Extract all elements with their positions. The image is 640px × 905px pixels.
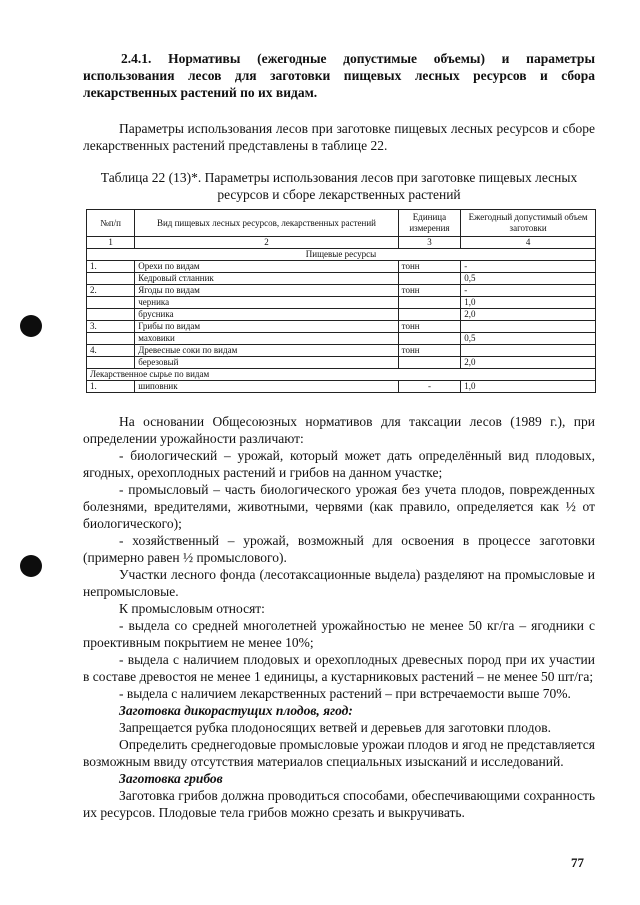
- cell-number: 1.: [87, 381, 135, 393]
- cell-resource: брусника: [135, 309, 398, 321]
- cell-number: [87, 273, 135, 285]
- cell-volume: 1,0: [461, 381, 596, 393]
- paragraph: - выдела с наличием лекарственных растений – при встречаемости выше 70%.: [119, 686, 571, 701]
- cell-volume: [461, 321, 596, 333]
- page-content: [83, 50, 595, 821]
- cell-volume: [461, 345, 596, 357]
- table-caption: Таблица 22 (13)*. Параметры использования лесов при заготовке пищевых лесных ресурсов и сборе лекарственных растений: [100, 170, 578, 202]
- cell-number: 2.: [87, 285, 135, 297]
- cell-volume: 1,0: [461, 297, 596, 309]
- table-header-row: [87, 210, 596, 237]
- cell-volume: 0,5: [461, 333, 596, 345]
- cell-number: [87, 309, 135, 321]
- cell-resource: Древесные соки по видам: [135, 345, 398, 357]
- paragraph: - выдела с наличием плодовых и орехоплодных древесных пород при их участии в составе древостоя не менее 1 единицы, а кустарниковых растений – не менее 50 шт/га;: [83, 652, 595, 684]
- cell-volume: 2,0: [461, 357, 596, 369]
- cell-resource: маховики: [135, 333, 398, 345]
- cell-resource: Ягоды по видам: [135, 285, 398, 297]
- cell-unit: [398, 357, 461, 369]
- col-number-2: 2: [135, 237, 398, 249]
- paragraph: Участки лесного фонда (лесотаксационные выдела) разделяют на промысловые и непромысловые.: [83, 567, 595, 599]
- cell-number: 3.: [87, 321, 135, 333]
- table-row: [87, 357, 596, 369]
- cell-number: [87, 297, 135, 309]
- col-number-1: 1: [87, 237, 135, 249]
- cell-unit: [398, 309, 461, 321]
- section-heading: 2.4.1. Нормативы (ежегодные допустимые объемы) и параметры использования лесов для заготовки пищевых лесных ресурсов и сбора лекарственных растений по их видам.: [83, 51, 595, 100]
- table-section-row: [87, 249, 596, 261]
- col-number-4: 4: [461, 237, 596, 249]
- header-unit: Единица измерения: [398, 210, 461, 237]
- table-section-row: [87, 369, 596, 381]
- header-number: №п/п: [87, 210, 135, 237]
- cell-resource: шиповник: [135, 381, 398, 393]
- cell-unit: [398, 333, 461, 345]
- section-medicinal-resources: Лекарственное сырье по видам: [87, 369, 596, 381]
- cell-number: 4.: [87, 345, 135, 357]
- intro-paragraph: Параметры использования лесов при заготовке пищевых лесных ресурсов и сборе лекарственных растений представлены в таблице 22.: [83, 121, 595, 153]
- paragraph: Заготовка грибов должна проводиться способами, обеспечивающими сохранность их ресурсов. Плодовые тела грибов можно срезать и выкручивать.: [83, 788, 595, 820]
- cell-resource: Грибы по видам: [135, 321, 398, 333]
- cell-number: 1.: [87, 261, 135, 273]
- page-number: 77: [571, 855, 584, 870]
- subheading-fruits-berries: Заготовка дикорастущих плодов, ягод:: [119, 703, 353, 718]
- cell-number: [87, 333, 135, 345]
- cell-unit: [398, 297, 461, 309]
- paragraph: Запрещается рубка плодоносящих ветвей и деревьев для заготовки плодов.: [119, 720, 552, 735]
- cell-unit: тонн: [398, 345, 461, 357]
- cell-volume: -: [461, 285, 596, 297]
- table-row: [87, 261, 596, 273]
- table-row: [87, 333, 596, 345]
- resources-table: [86, 209, 596, 393]
- punch-hole-top: [20, 315, 42, 337]
- cell-unit: -: [398, 381, 461, 393]
- cell-resource: березовый: [135, 357, 398, 369]
- cell-unit: тонн: [398, 285, 461, 297]
- col-number-3: 3: [398, 237, 461, 249]
- paragraph: К промысловым относят:: [119, 601, 265, 616]
- table-row: [87, 381, 596, 393]
- table-row: [87, 285, 596, 297]
- cell-unit: [398, 273, 461, 285]
- table-row: [87, 297, 596, 309]
- cell-unit: тонн: [398, 261, 461, 273]
- subheading-mushrooms: Заготовка грибов: [119, 771, 223, 786]
- paragraph: Определить среднегодовые промысловые урожаи плодов и ягод не представляется возможным ввиду отсутствия материалов специальных изысканий и исследований.: [83, 737, 595, 769]
- paragraph: - хозяйственный – урожай, возможный для освоения в процессе заготовки (примерно равен ½ промыслового).: [83, 533, 595, 565]
- paragraph: - промысловый – часть биологического урожая без учета плодов, поврежденных болезнями, вредителями, животными, червями (как правило, определяется как ½ от биологического);: [83, 482, 595, 531]
- cell-unit: тонн: [398, 321, 461, 333]
- cell-resource: черника: [135, 297, 398, 309]
- table-row: [87, 273, 596, 285]
- paragraph: - биологический – урожай, который может дать определённый вид плодовых, ягодных, орехоплодных растений и грибов на данном участке;: [83, 448, 595, 480]
- cell-volume: 2,0: [461, 309, 596, 321]
- table-row: [87, 321, 596, 333]
- cell-resource: Орехи по видам: [135, 261, 398, 273]
- cell-number: [87, 357, 135, 369]
- cell-resource: Кедровый стланник: [135, 273, 398, 285]
- table-row: [87, 345, 596, 357]
- table-row: [87, 309, 596, 321]
- cell-volume: -: [461, 261, 596, 273]
- paragraph: - выдела со средней многолетней урожайностью не менее 50 кг/га – ягодники с проективным покрытием не менее 10%;: [83, 618, 595, 650]
- cell-volume: 0,5: [461, 273, 596, 285]
- header-resource: Вид пищевых лесных ресурсов, лекарственных растений: [135, 210, 398, 237]
- table-column-numbers-row: [87, 237, 596, 249]
- paragraph: На основании Общесоюзных нормативов для таксации лесов (1989 г.), при определении урожайности различают:: [83, 414, 595, 446]
- section-food-resources: Пищевые ресурсы: [87, 249, 596, 261]
- header-volume: Ежегодный допустимый объем заготовки: [461, 210, 596, 237]
- punch-hole-bottom: [20, 555, 42, 577]
